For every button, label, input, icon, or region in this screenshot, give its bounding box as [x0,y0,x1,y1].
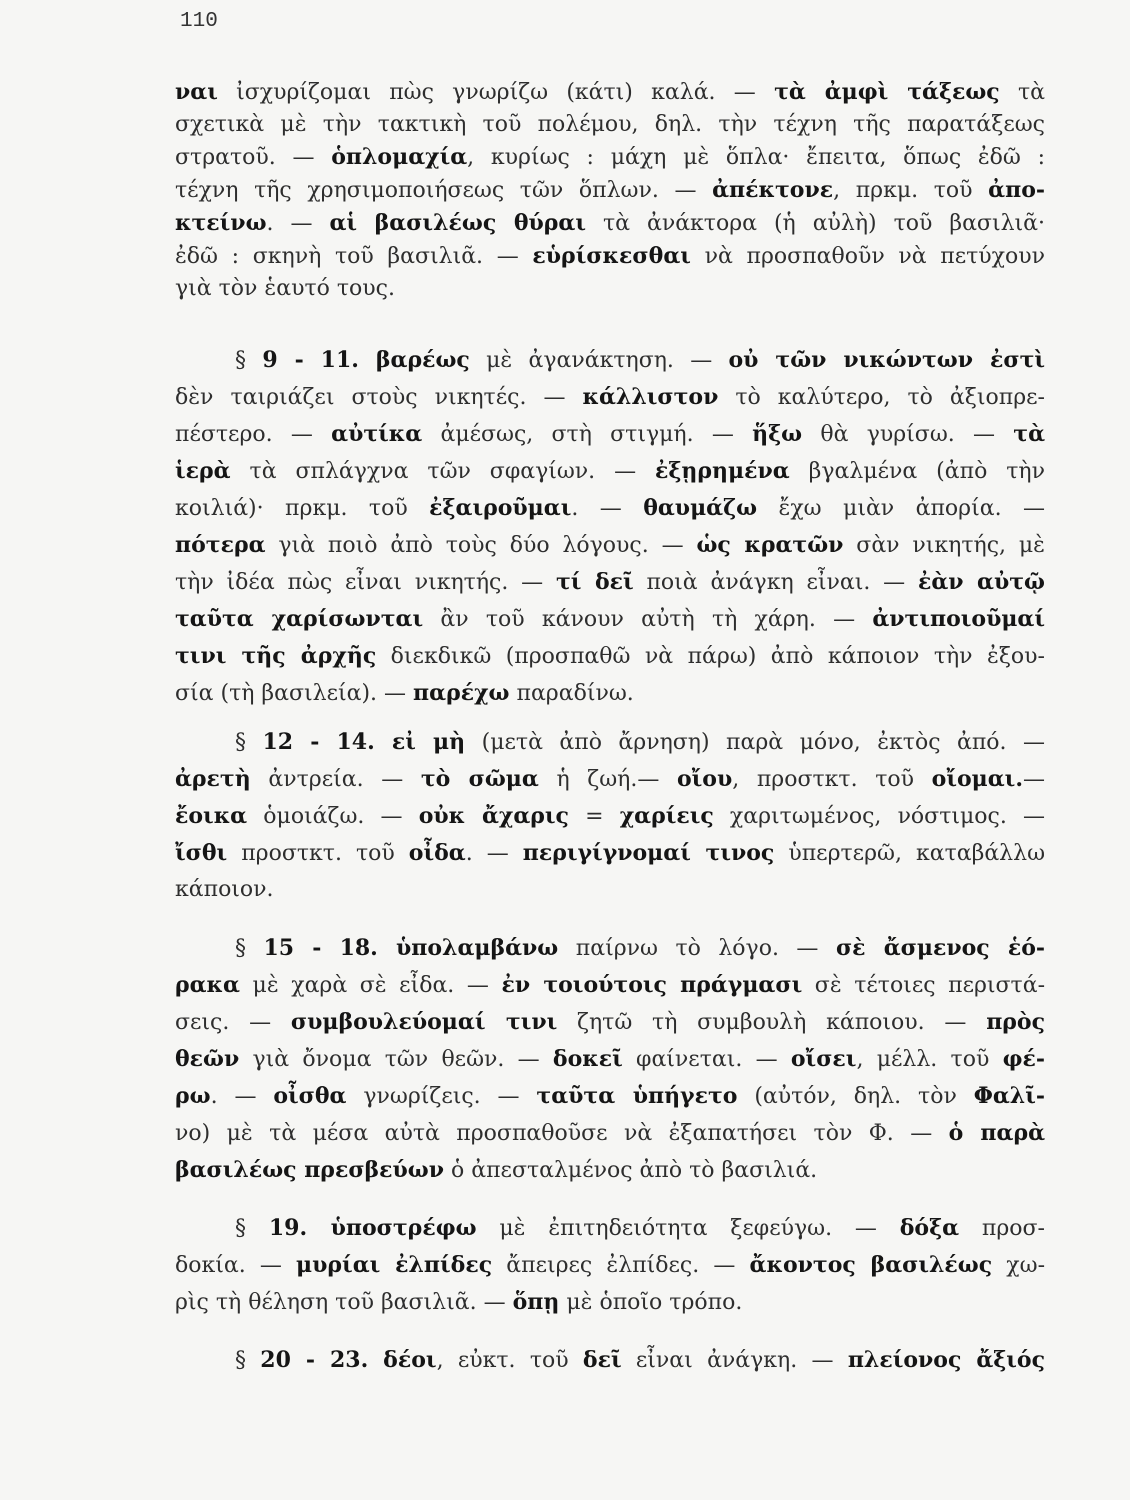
gloss-text: τέχνη τῆς χρησιμοποιήσεως τῶν ὅπλων. — [175,178,713,203]
gloss-text: = [568,804,620,829]
text-line [175,141,1045,174]
gloss-text: ποιὰ ἀνάγκη εἶναι. — [633,570,918,595]
glossary-term: ἔοικα [175,803,248,829]
gloss-text: ἐδῶ : σκηνὴ τοῦ βασιλιᾶ. — [175,244,533,269]
gloss-text: τὴν ἰδέα πὼς εἶναι νικητής. — [175,570,556,595]
text-line [175,1342,1045,1379]
text-line [175,1284,1045,1321]
glossary-term: ἀπο- [988,177,1045,203]
gloss-text: , μέλλ. τοῦ [856,1047,1003,1072]
paragraph [175,342,1045,712]
glossary-term: ἐν τοιούτοις πράγμασι [501,972,803,998]
gloss-text: . — [465,841,523,866]
gloss-text: γιὰ ὄνομα τῶν θεῶν. — [239,1047,553,1072]
glossary-term: ἀντιποιοῦμαί [872,606,1046,632]
gloss-text: τὰ σπλάγχνα τῶν σφαγίων. — [230,459,656,484]
gloss-text: — [1023,767,1045,792]
glossary-term: ἴσθι [175,840,228,866]
glossary-term: ὁ παρὰ [948,1120,1045,1146]
text-line [175,453,1045,490]
gloss-text: σὲ τέτοιες περιστά- [802,973,1045,998]
gloss-text: § [235,1348,261,1373]
glossary-term: χαρίεις [619,803,714,829]
glossary-term: τὰ ἀμφὶ τάξεως [774,79,1000,105]
glossary-term: οὐκ ἄχαρις [418,803,569,829]
gloss-text: διεκδικῶ (προσπαθῶ νὰ πάρω) ἀπὸ κάποιον τὴν ἐξου- [376,644,1045,669]
gloss-text: ὑπερτερῶ, καταβάλλω [774,841,1046,866]
glossary-term: οἶσθα [273,1083,347,1109]
gloss-text: χω- [992,1253,1046,1278]
glossary-term: οἴσει [790,1046,857,1072]
text-line [175,76,1045,109]
glossary-term: κτείνω [175,210,267,236]
gloss-text: ἀντρεία. — [250,767,421,792]
text-line [175,1041,1045,1078]
gloss-text: § [235,348,263,373]
text-line [175,342,1045,379]
gloss-text: ζητῶ τὴ συμβουλὴ κάποιου. — [557,1010,987,1035]
glossary-term: θαυμάζω [643,495,758,521]
text-line [175,240,1045,273]
glossary-term: ὡς κρατῶν [696,532,844,558]
gloss-text: γνωρίζεις. — [346,1084,537,1109]
glossary-term: αὐτίκα [331,421,423,447]
gloss-text: θὰ γυρίσω. — [802,422,1014,447]
glossary-term: σὲ ἄσμενος ἑό- [835,935,1045,961]
gloss-text: , προστκτ. τοῦ [732,767,932,792]
glossary-term: πότερα [175,532,266,558]
glossary-term: θεῶν [175,1046,240,1072]
text-line [175,174,1045,207]
gloss-text: μὲ ἀγανάκτηση. — [469,348,729,373]
text-line [175,1115,1045,1152]
gloss-text: σὰν νικητής, μὲ [843,533,1045,558]
glossary-term: πρὸς [986,1009,1045,1035]
gloss-text: στρατοῦ. — [175,145,332,170]
text-line [175,724,1045,761]
glossary-term: ἥξω [752,421,803,447]
gloss-text: προσ- [959,1216,1045,1241]
glossary-term: πλείονος ἄξιός [847,1347,1045,1373]
glossary-term: ἐξαιροῦμαι [429,495,572,521]
paragraph [175,76,1045,305]
gloss-text: ἀμέσως, στὴ στιγμή. — [422,422,753,447]
glossary-term: βασιλέως πρεσβεύων [175,1157,444,1183]
text-line [175,872,1045,908]
glossary-term: ταῦτα χαρίσωνται [175,606,424,632]
gloss-text: § [235,1216,269,1241]
gloss-text: χαριτωμένος, νόστιμος. — [713,804,1046,829]
glossary-term: συμβουλεύομαί τινι [290,1009,558,1035]
gloss-text: γιὰ τὸν ἑαυτό τους. [175,276,395,301]
page-number: 110 [180,10,218,33]
glossary-term: φέ- [1002,1046,1045,1072]
gloss-text: πέστερο. — [175,422,332,447]
paragraph [175,1210,1045,1321]
glossary-term: 20 - 23. δέοι [260,1347,437,1373]
glossary-term: 12 - 14. εἰ μὴ [262,729,466,755]
text-line [175,835,1045,872]
paragraph [175,930,1045,1189]
gloss-text: παραδίνω. [509,681,634,706]
gloss-text: , εὐκτ. τοῦ [436,1348,583,1373]
text-line [175,109,1045,141]
gloss-text: τὰ [999,80,1045,105]
gloss-text: κοιλιά)· πρκμ. τοῦ [175,496,430,521]
glossary-term: αἱ βασιλέως θύραι [329,210,586,236]
gloss-text: ἡ ζωή.— [538,767,677,792]
gloss-text: σεις. — [175,1010,291,1035]
text-line [175,761,1045,798]
glossary-term: δεῖ [582,1347,622,1373]
gloss-text: τὸ καλύτερο, τὸ ἀξιοπρε- [718,385,1045,410]
gloss-text: φαίνεται. — [622,1047,791,1072]
gloss-text: ἔχω μιὰν ἀπορία. — [757,496,1045,521]
glossary-term: τί δεῖ [556,569,634,595]
paragraph [175,1342,1045,1379]
glossary-term: ὁπλομαχία [331,144,468,170]
gloss-text: , πρκμ. τοῦ [833,178,989,203]
glossary-term: ἐξῃρημένα [655,458,790,484]
glossary-term: παρέχω [413,680,510,706]
text-line [175,638,1045,675]
gloss-text: . — [266,211,330,236]
glossary-term: 15 - 18. ὑπολαμβάνω [263,935,559,961]
glossary-term: οἴομαι. [931,766,1023,792]
glossary-term: ἄκοντος βασιλέως [749,1252,993,1278]
gloss-text: , κυρίως : μάχη μὲ ὅπλα· ἔπειτα, ὅπως ἐδῶ : [467,145,1045,170]
gloss-text: . — [210,1084,274,1109]
text-line [175,416,1045,453]
gloss-text: μὲ ὁποῖο τρόπο. [559,1290,743,1315]
gloss-text: τὰ ἀνάκτορα (ἡ αὐλὴ) τοῦ βασιλιᾶ· [586,211,1045,236]
glossary-term: ἐὰν αὐτῷ [918,569,1046,595]
text-line [175,1247,1045,1284]
gloss-text: ἄπειρες ἐλπίδες. — [492,1253,750,1278]
gloss-text: ἰσχυρίζομαι πὼς γνωρίζω (κάτι) καλά. — [217,80,775,105]
gloss-text: (αὐτόν, δηλ. τὸν [737,1084,974,1109]
text-line [175,930,1045,967]
gloss-text: δὲν ταιριάζει στοὺς νικητές. — [175,385,583,410]
gloss-text: νὰ προσπαθοῦν νὰ πετύχουν [690,244,1046,269]
glossary-term: οἴου [676,766,733,792]
gloss-text: κάποιον. [175,877,274,902]
glossary-term: ρω [175,1083,211,1109]
glossary-term: ταῦτα ὑπήγετο [536,1083,738,1109]
glossary-term: εὑρίσκεσθαι [532,243,691,269]
text-line [175,490,1045,527]
text-line [175,1078,1045,1115]
gloss-text: ἂν τοῦ κάνουν αὐτὴ τὴ χάρη. — [423,607,873,632]
gloss-text: § [235,936,264,961]
gloss-text: μὲ ἐπιτηδειότητα ξεφεύγω. — [476,1216,900,1241]
glossary-term: ρακα [175,972,240,998]
glossary-term: δόξα [899,1215,960,1241]
gloss-text: σχετικὰ μὲ τὴν τακτικὴ τοῦ πολέμου, δηλ. τὴν τέχνη τῆς παρατάξεως [175,112,1045,137]
paragraph [175,724,1045,908]
gloss-text: § [235,730,263,755]
glossary-term: μυρίαι ἐλπίδες [296,1252,493,1278]
gloss-text: ρὶς τὴ θέληση τοῦ βασιλιᾶ. — [175,1290,513,1315]
glossary-term: οὐ τῶν νικώντων ἐστὶ [728,347,1046,373]
text-line [175,379,1045,416]
text-line [175,675,1045,712]
gloss-text: δοκία. — [175,1253,297,1278]
gloss-text: μὲ χαρὰ σὲ εἶδα. — [239,973,502,998]
glossary-term: ναι [175,79,218,105]
text-line [175,527,1045,564]
gloss-text: νο) μὲ τὰ μέσα αὐτὰ προσπαθοῦσε νὰ ἐξαπατήσει τὸν Φ. — [175,1121,949,1146]
glossary-term: οἶδα [408,840,466,866]
glossary-term: 19. ὑποστρέφω [268,1215,477,1241]
text-line [175,798,1045,835]
gloss-text: εἶναι ἀνάγκη. — [621,1348,848,1373]
text-line [175,601,1045,638]
glossary-term: κάλλιστον [582,384,719,410]
gloss-text: . — [571,496,644,521]
glossary-term: περιγίγνομαί τινος [522,840,775,866]
text-line [175,564,1045,601]
text-line [175,1152,1045,1189]
gloss-text: σία (τὴ βασιλεία). — [175,681,414,706]
gloss-text: (μετὰ ἀπὸ ἄρνηση) παρὰ μόνο, ἐκτὸς ἀπό. — [465,730,1045,755]
gloss-text: προστκτ. τοῦ [227,841,409,866]
glossary-term: ὅπῃ [512,1289,560,1315]
text-line [175,273,1045,305]
glossary-term: 9 - 11. βαρέως [262,347,470,373]
glossary-term: Φαλῖ- [973,1083,1045,1109]
text-line [175,1004,1045,1041]
glossary-term: ἀπέκτονε [712,177,834,203]
text-line [175,1210,1045,1247]
glossary-term: τὰ [1013,421,1046,447]
gloss-text: γιὰ ποιὸ ἀπὸ τοὺς δύο λόγους. — [265,533,697,558]
text-line [175,207,1045,240]
glossary-term: τὸ σῶμα [420,766,539,792]
glossary-term: ἱερὰ [175,458,231,484]
glossary-term: δοκεῖ [552,1046,623,1072]
glossary-term: ἀρετὴ [175,766,251,792]
gloss-text: παίρνω τὸ λόγο. — [558,936,836,961]
glossary-term: τινι τῆς ἀρχῆς [175,643,377,669]
text-line [175,967,1045,1004]
gloss-text: βγαλμένα (ἀπὸ τὴν [789,459,1045,484]
gloss-text: ὁμοιάζω. — [247,804,419,829]
gloss-text: ὁ ἀπεσταλμένος ἀπὸ τὸ βασιλιά. [444,1158,818,1183]
